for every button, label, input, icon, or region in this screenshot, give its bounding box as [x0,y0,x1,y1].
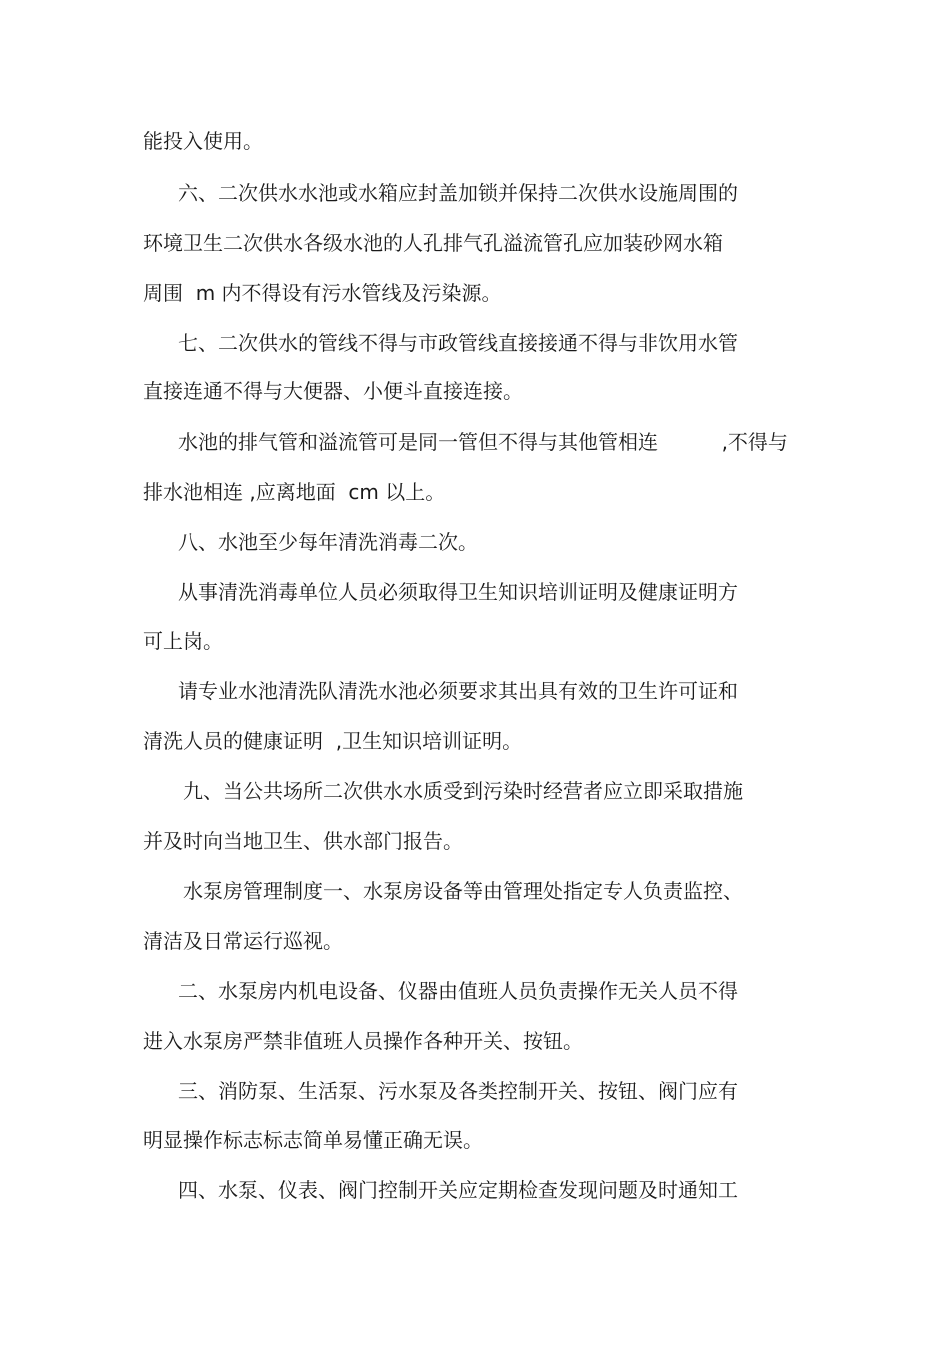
text-line: 六、二次供水水池或水箱应封盖加锁并保持二次供水设施周围的 [178,181,738,205]
text-line: 水泵房管理制度一、水泵房设备等由管理处指定专人负责监控、 [183,879,743,903]
text-line: 可上岗。 [143,629,223,653]
text-line: 四、水泵、仪表、阀门控制开关应定期检查发现问题及时通知工 [178,1178,738,1202]
text-line: 清洗人员的健康证明 ,卫生知识培训证明。 [143,729,523,753]
text-line: 周围 m 内不得设有污水管线及污染源。 [143,281,502,305]
text-line: 并及时向当地卫生、供水部门报告。 [143,829,463,853]
text-line: 二、水泵房内机电设备、仪器由值班人员负责操作无关人员不得 [178,979,738,1003]
text-line: 八、水池至少每年清洗消毒二次。 [178,530,478,554]
text-line: 进入水泵房严禁非值班人员操作各种开关、按钮。 [143,1029,583,1053]
text-line: 直接连通不得与大便器、小便斗直接连接。 [143,379,523,403]
text-line: 排水池相连 ,应离地面 cm 以上。 [143,480,446,504]
text-line: 三、消防泵、生活泵、污水泵及各类控制开关、按钮、阀门应有 [178,1079,738,1103]
text-line: 水池的排气管和溢流管可是同一管但不得与其他管相连 ,不得与 [178,430,788,454]
text-line: 能投入使用。 [143,129,263,153]
text-line: 九、当公共场所二次供水水质受到污染时经营者应立即采取措施 [183,779,743,803]
text-line: 清洁及日常运行巡视。 [143,929,343,953]
text-line: 从事清洗消毒单位人员必须取得卫生知识培训证明及健康证明方 [178,580,738,604]
text-line: 七、二次供水的管线不得与市政管线直接接通不得与非饮用水管 [178,331,738,355]
text-line: 环境卫生二次供水各级水池的人孔排气孔溢流管孔应加装砂网水箱 [143,231,723,255]
text-line: 明显操作标志标志简单易懂正确无误。 [143,1128,483,1152]
text-line: 请专业水池清洗队清洗水池必须要求其出具有效的卫生许可证和 [178,679,738,703]
